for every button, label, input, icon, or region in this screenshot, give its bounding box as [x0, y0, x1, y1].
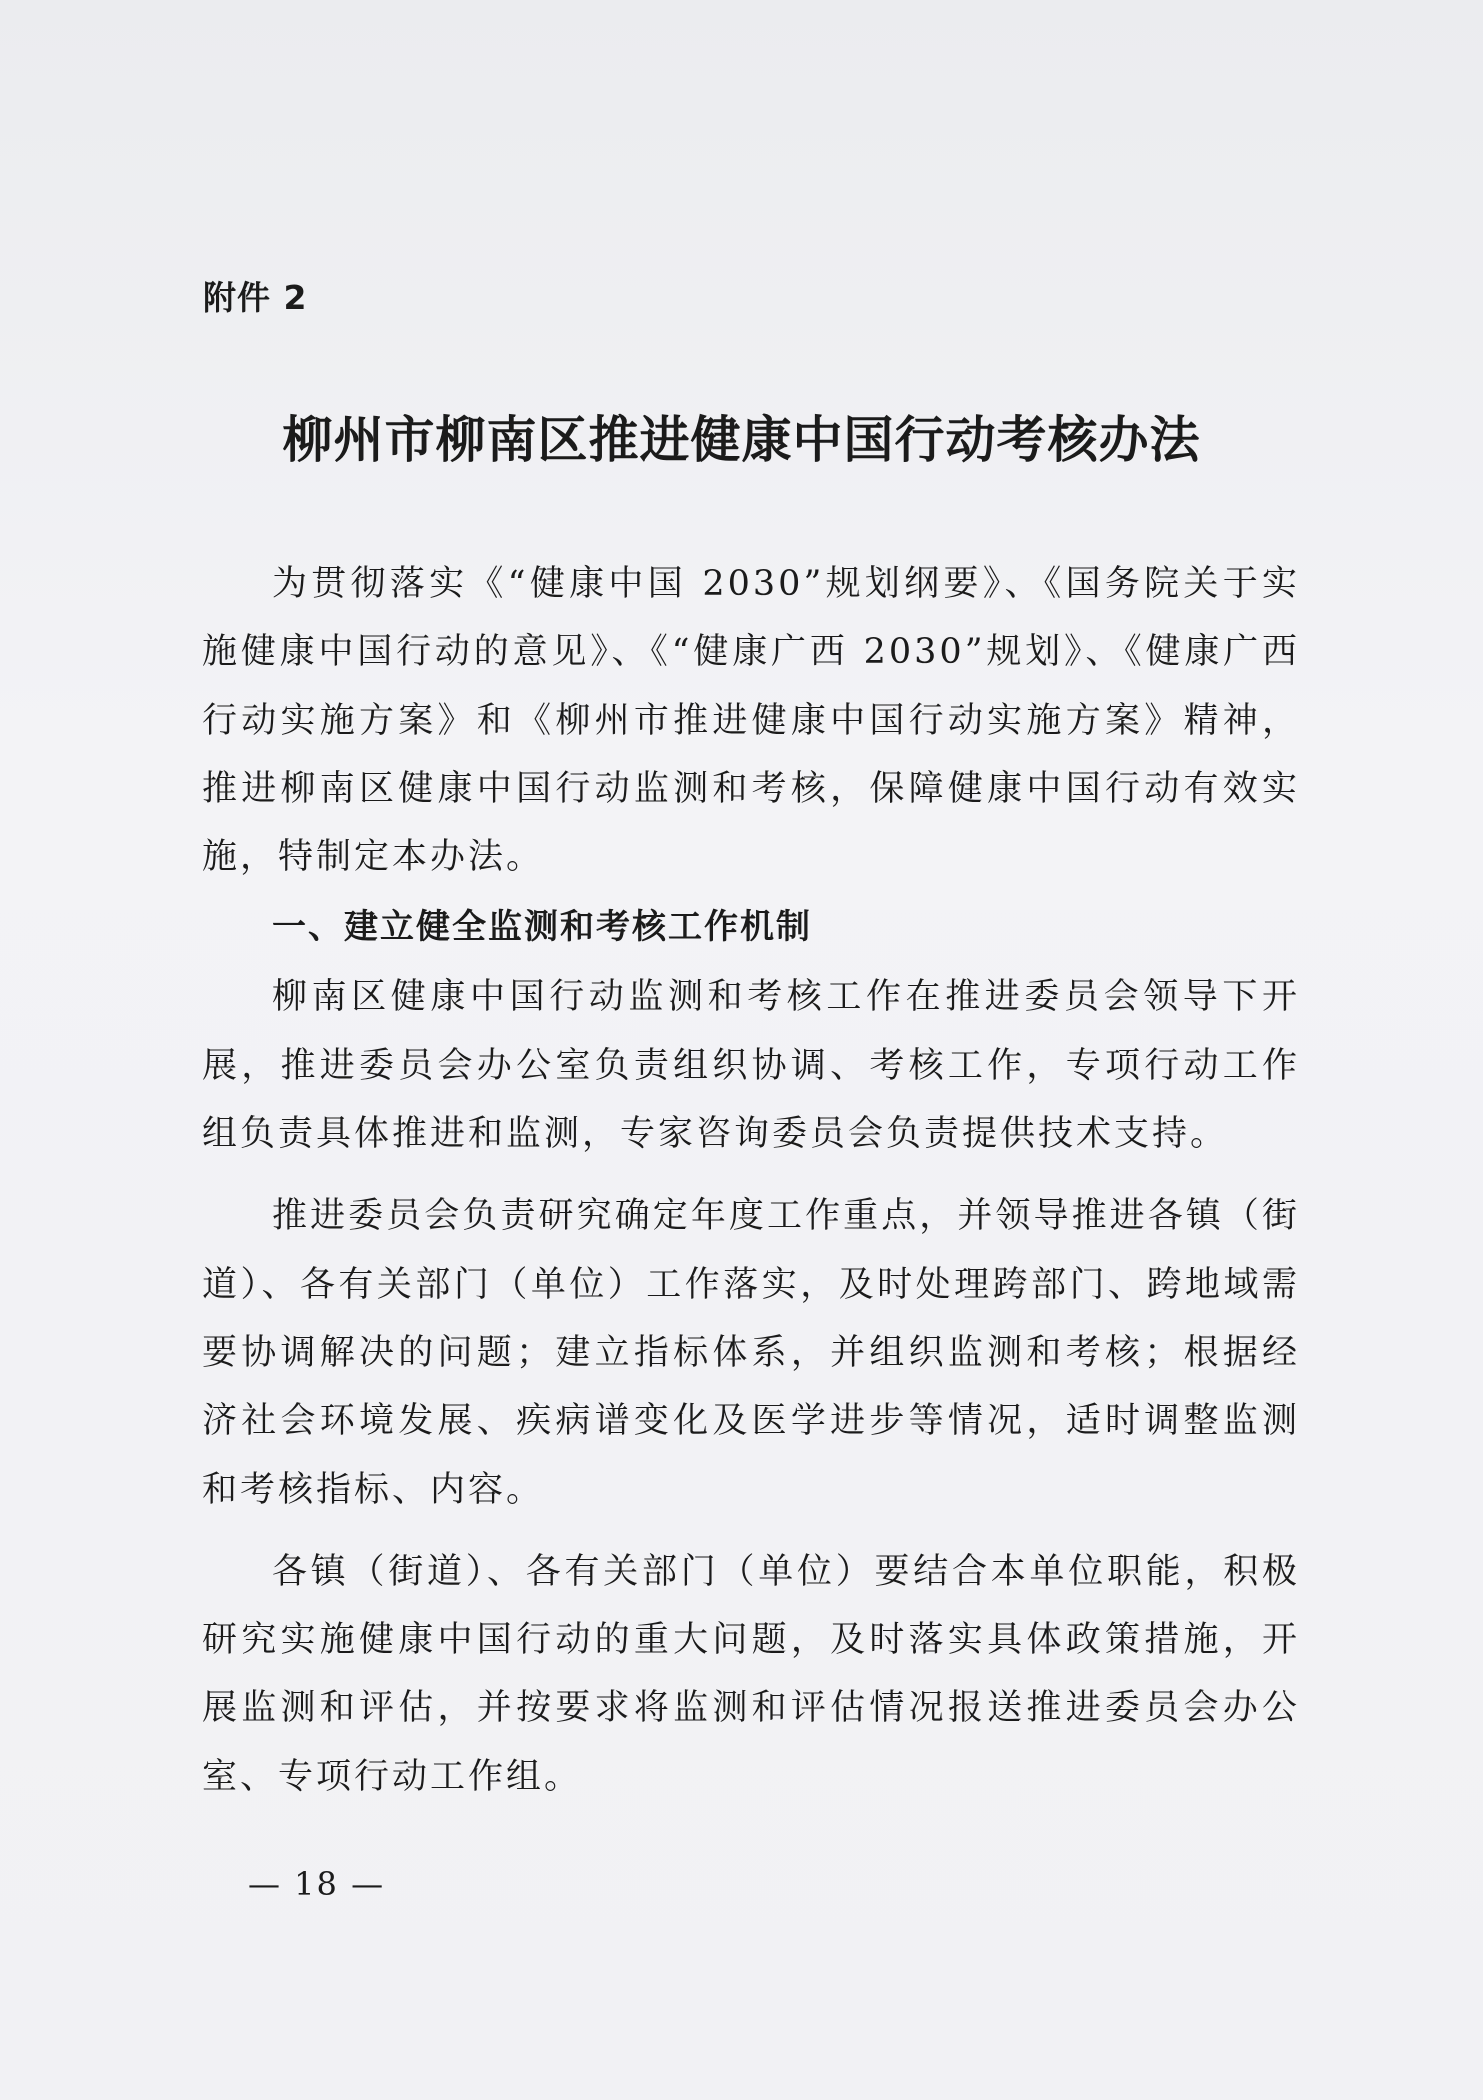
body-paragraph: 各镇（街道）、各有关部门（单位）要结合本单位职能，积极研究实施健康中国行动的重大问题，及时落实具体政策措施，开展监测和评估，并按要求将监测和评估情况报送推进委员会办公室、专项行动工作组。 [202, 1551, 1300, 1797]
section-heading: 一、建立健全监测和考核工作机制 [272, 907, 812, 948]
body-paragraph: 推进委员会负责研究确定年度工作重点，并领导推进各镇（街道）、各有关部门（单位）工作落实，及时处理跨部门、跨地域需要协调解决的问题；建立指标体系，并组织监测和考核；根据经济社会环境发展、疾病谱变化及医学进步等情况，适时调整监测和考核指标、内容。 [202, 1196, 1300, 1510]
page-number: — 18 — [248, 1865, 386, 1903]
body-paragraph: 柳南区健康中国行动监测和考核工作在推进委员会领导下开展，推进委员会办公室负责组织协调、考核工作，专项行动工作组负责具体推进和监测，专家咨询委员会负责提供技术支持。 [202, 977, 1300, 1155]
intro-paragraph: 为贯彻落实《“健康中国 2030”规划纲要》、《国务院关于实施健康中国行动的意见》、《“健康广西 2030”规划》、《健康广西行动实施方案》和《柳州市推进健康中国行动实施方案》精神，推进柳南区健康中国行动监测和考核，保障健康中国行动有效实施，特制定本办法。 [202, 564, 1300, 878]
document-title: 柳州市柳南区推进健康中国行动考核办法 [282, 410, 1201, 469]
document-body [202, 550, 1300, 1811]
attachment-label: 附件 2 [203, 278, 308, 317]
